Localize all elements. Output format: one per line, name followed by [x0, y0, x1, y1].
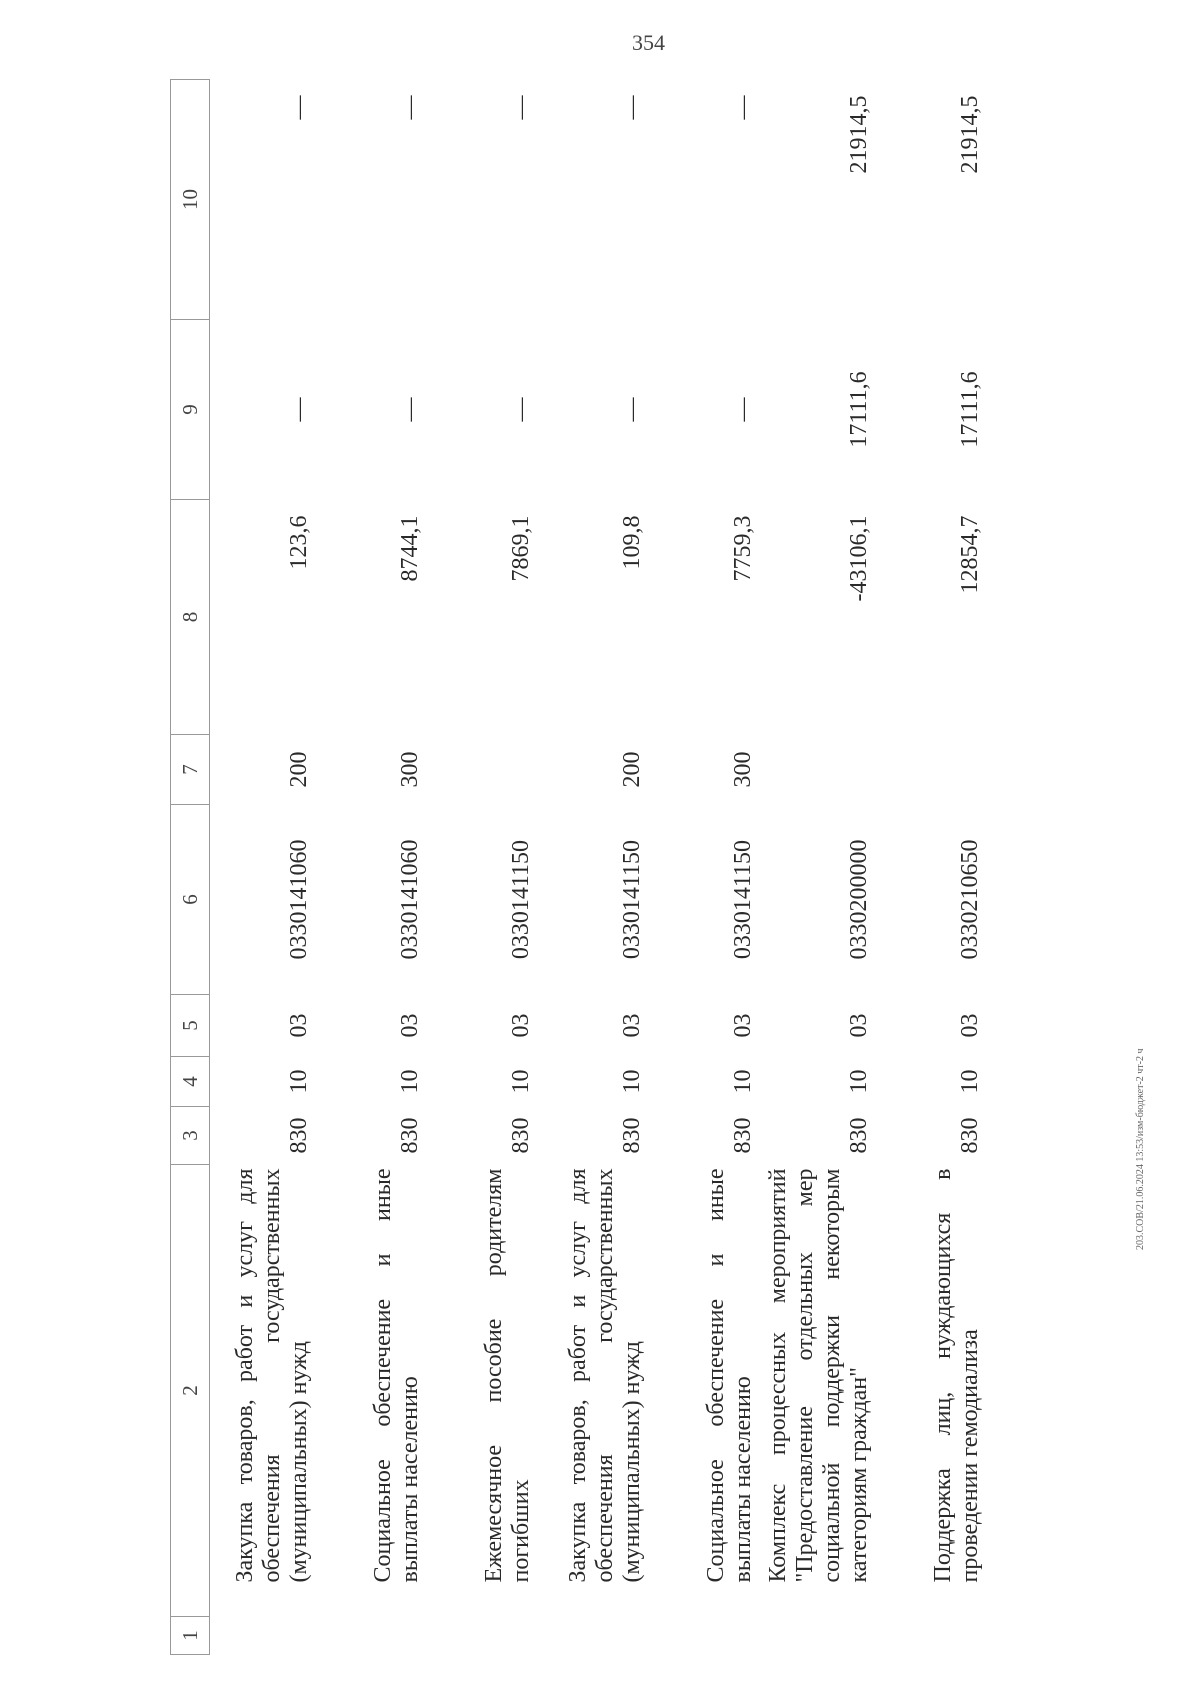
header-row	[171, 80, 210, 1655]
cell-c10: —	[286, 95, 312, 120]
cell-c6: 0330210650	[957, 839, 983, 960]
cell-c4: 10	[846, 1069, 872, 1094]
cell-c6: 0330141060	[397, 839, 423, 960]
rotated-table-container	[170, 80, 1070, 1655]
row-index-cell	[654, 1617, 765, 1655]
cell-c3: 830	[397, 1117, 423, 1154]
row-index-cell	[210, 1617, 322, 1655]
row-name: Социальное обеспечение и иные выплаты населению	[370, 1168, 423, 1583]
table-row	[543, 80, 654, 1655]
cell-c9: —	[286, 397, 312, 422]
cell-c3: 830	[730, 1117, 756, 1154]
cell-c8: 8744,1	[397, 515, 423, 582]
cell-c3: 830	[286, 1117, 312, 1154]
budget-table	[170, 79, 992, 1655]
column-header: 2	[171, 1165, 210, 1617]
cell-c6: 0330200000	[846, 839, 872, 960]
cell-c9: 17111,6	[957, 371, 983, 448]
cell-c6: 0330141150	[730, 839, 756, 960]
row-index-cell	[321, 1617, 432, 1655]
cell-c3: 830	[957, 1117, 983, 1154]
cell-c9: —	[619, 397, 645, 422]
row-name: Социальное обеспечение и иные выплаты населению	[703, 1168, 756, 1583]
row-index-cell	[765, 1617, 881, 1655]
table-row	[210, 80, 322, 1655]
cell-c6: 0330141060	[286, 839, 312, 960]
page-number: 354	[632, 30, 665, 55]
column-header: 1	[171, 1617, 210, 1655]
column-header: 10	[171, 80, 210, 320]
cell-c7: 200	[619, 751, 645, 788]
cell-c7	[881, 735, 992, 805]
cell-c4: 10	[957, 1069, 983, 1094]
cell-c4: 10	[397, 1069, 423, 1094]
cell-c8: 12854,7	[957, 515, 983, 594]
row-name: Ежемесячное пособие родителям погибших	[481, 1168, 534, 1583]
cell-c7	[432, 735, 543, 805]
row-name: Закупка товаров, работ и услуг для обеспечения государственных (муниципальных) нужд	[232, 1168, 312, 1583]
cell-c5: 03	[619, 1013, 645, 1038]
row-index-cell	[432, 1617, 543, 1655]
row-index-cell	[881, 1617, 992, 1655]
table-row	[432, 80, 543, 1655]
cell-c4: 10	[508, 1069, 534, 1094]
cell-c10: —	[619, 95, 645, 120]
cell-c6: 0330141150	[619, 839, 645, 960]
cell-c5: 03	[957, 1013, 983, 1038]
cell-c10: 21914,5	[846, 95, 872, 174]
table-row	[765, 80, 881, 1655]
column-header: 9	[171, 320, 210, 500]
cell-c9: —	[397, 397, 423, 422]
column-header: 4	[171, 1057, 210, 1107]
cell-c7: 200	[286, 751, 312, 788]
table-row	[881, 80, 992, 1655]
cell-c8: 123,6	[286, 515, 312, 570]
cell-c9: —	[508, 397, 534, 422]
column-header: 5	[171, 995, 210, 1057]
row-name: Поддержка лиц, нуждающихся в проведении гемодиализа	[930, 1168, 983, 1583]
document-footer-code: 203.СОВ/21.06.2024 13:53/изм-бюджет-2 чт-2 ч	[1135, 1048, 1146, 1250]
cell-c4: 10	[730, 1069, 756, 1094]
cell-c8: 7869,1	[508, 515, 534, 582]
row-index-cell	[543, 1617, 654, 1655]
cell-c9: —	[730, 397, 756, 422]
cell-c3: 830	[508, 1117, 534, 1154]
column-header: 3	[171, 1107, 210, 1165]
cell-c10: 21914,5	[957, 95, 983, 174]
column-header: 6	[171, 805, 210, 995]
row-name: Комплекс процессных мероприятий "Предоставление отдельных мер социальной поддержки некоторым категориям граждан"	[765, 1168, 872, 1583]
cell-c4: 10	[286, 1069, 312, 1094]
table-row	[321, 80, 432, 1655]
cell-c10: —	[397, 95, 423, 120]
cell-c7: 300	[730, 751, 756, 788]
cell-c4: 10	[619, 1069, 645, 1094]
column-header: 7	[171, 735, 210, 805]
cell-c6: 0330141150	[508, 839, 534, 960]
cell-c9: 17111,6	[846, 371, 872, 448]
cell-c8: 7759,3	[730, 515, 756, 582]
column-header: 8	[171, 500, 210, 735]
cell-c8: -43106,1	[846, 515, 872, 602]
cell-c5: 03	[397, 1013, 423, 1038]
cell-c3: 830	[619, 1117, 645, 1154]
cell-c10: —	[508, 95, 534, 120]
cell-c10: —	[730, 95, 756, 120]
cell-c5: 03	[846, 1013, 872, 1038]
cell-c3: 830	[846, 1117, 872, 1154]
cell-c5: 03	[286, 1013, 312, 1038]
cell-c8: 109,8	[619, 515, 645, 570]
cell-c7	[765, 735, 881, 805]
cell-c5: 03	[508, 1013, 534, 1038]
row-name: Закупка товаров, работ и услуг для обеспечения государственных (муниципальных) нужд	[565, 1168, 645, 1583]
table-row	[654, 80, 765, 1655]
cell-c5: 03	[730, 1013, 756, 1038]
cell-c7: 300	[397, 751, 423, 788]
